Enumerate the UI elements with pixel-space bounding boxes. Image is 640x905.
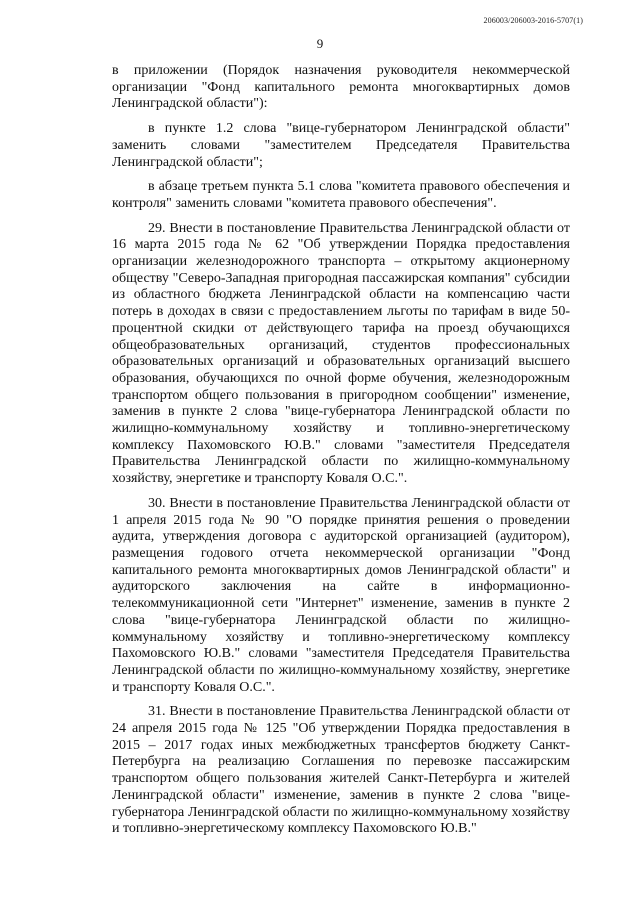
paragraph-group: [112, 121, 570, 171]
paragraph-30: 30. Внести в постановление Правительства Ленинградской области от 1 апреля 2015 года № 90 "О порядке принятия решения о проведении аудита, утверждения договора с аудиторской организацией (аудитором), размещения годового отчета некоммерческой организации "Фонд капитального ремонта многоквартирных домов Ленинградской области" и аудиторского заключения на сайте в информационно-телекоммуникационной сети "Интернет" изменение, заменив в пункте 2 слова "вице-губернатора Ленинградской области по жилищно-коммунальному хозяйству и топливно-энергетическому комплексу Пахомовского Ю.В." словами "заместителя Председателя Правительства Ленинградской области по жилищно-коммунальному хозяйству, энергетике и транспорту Коваля О.С.".: [112, 495, 570, 695]
paragraph-group: [112, 179, 570, 212]
paragraph-group: [112, 63, 570, 113]
paragraph-group: [112, 704, 570, 838]
paragraph-group: [112, 496, 570, 696]
document-body: [112, 63, 570, 846]
paragraph-appendix-intro: в приложении (Порядок назначения руководителя некоммерческой организации "Фонд капитального ремонта многоквартирных домов Ленинградской области"):: [112, 63, 570, 112]
paragraph-item-5-1: в абзаце третьем пункта 5.1 слова "комитета правового обеспечения и контроля" заменить словами "комитета правового обеспечения".: [112, 179, 570, 211]
paragraph-item-1-2: в пункте 1.2 слова "вице-губернатором Ленинградской области" заменить словами "заместителем Председателя Правительства Ленинградской области";: [112, 121, 570, 170]
paragraph-group: [112, 221, 570, 488]
paragraph-31: 31. Внести в постановление Правительства Ленинградской области от 24 апреля 2015 года № 125 "Об утверждении Порядка предоставления в 2015 – 2017 годах иных межбюджетных трансфертов бюджету Санкт-Петербурга на реализацию Соглашения по перевозке пассажирским транспортом общего пользования жителей Санкт-Петербурга и жителей Ленинградской области" изменение, заменив в пункте 2 слова "вице-губернатора Ленинградской области по жилищно-коммунальному хозяйству и топливно-энергетическому комплексу Пахомовского Ю.В.": [112, 704, 570, 837]
document-number: 206003/206003-2016-5707(1): [483, 16, 583, 25]
page-number: 9: [316, 36, 324, 51]
paragraph-29: 29. Внести в постановление Правительства Ленинградской области от 16 марта 2015 года № 62 "Об утверждении Порядка предоставления организации железнодорожного транспорта – открытому акционерному обществу "Северо-Западная пригородная пассажирская компания" субсидии из областного бюджета Ленинградской области на компенсацию части потерь в доходах в связи с предоставлением льготы по тарифам в виде 50-процентной скидки от действующего тарифа на проезд обучающихся общеобразовательных организаций, студентов профессиональных образовательных организаций и образовательных организаций высшего образования, обучающихся по очной форме обучения, железнодорожным транспортом общего пользования в пригородном сообщении" изменение, заменив в пункте 2 слова "вице-губернатора Ленинградской области по жилищно-коммунальному хозяйству и топливно-энергетическому комплексу Пахомовского Ю.В." словами "заместителя Председателя Правительства Ленинградской области по жилищно-коммунальному хозяйству, энергетике и транспорту Коваля О.С.".: [112, 220, 570, 487]
